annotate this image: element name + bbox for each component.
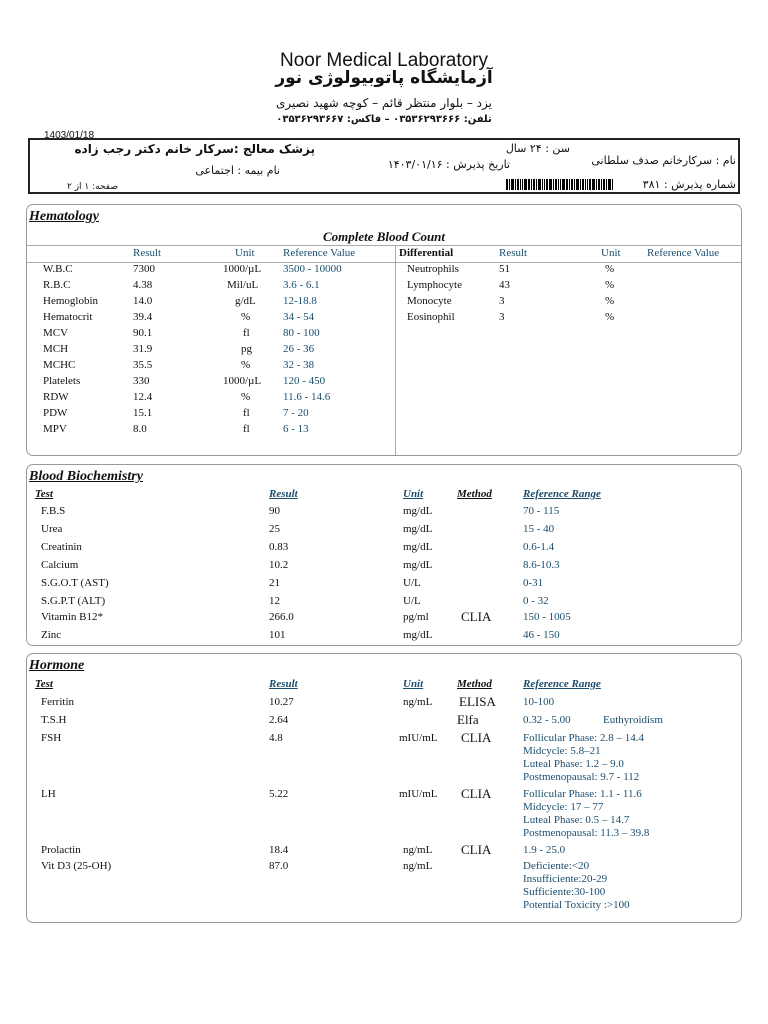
- table-row-ref: Follicular Phase: 1.1 - 11.6: [523, 788, 642, 800]
- col-header-result: Result: [269, 488, 298, 500]
- table-row-method: CLIA: [461, 786, 492, 801]
- col-header-method: Method: [457, 488, 492, 500]
- table-row-result: 8.0: [133, 423, 147, 435]
- col-header-differential: Differential: [399, 247, 454, 259]
- table-row-unit: %: [605, 279, 615, 291]
- table-row-ref: 150 - 1005: [523, 611, 571, 623]
- lab-phones: تلفن: ۰۳۵۳۶۲۹۳۶۶۶ – فاکس: ۰۳۵۳۶۲۹۳۶۶۷: [276, 114, 492, 125]
- table-row-result: 14.0: [133, 295, 153, 307]
- table-row-unit: %: [241, 359, 251, 371]
- table-row-ref: 0-31: [523, 577, 544, 589]
- table-row-test: Vit D3 (25-OH): [41, 860, 112, 872]
- col-header-diff-reference: Reference Value: [647, 247, 720, 259]
- table-row-ref: Follicular Phase: 2.8 – 14.4: [523, 732, 644, 744]
- table-row-ref: Luteal Phase: 0.5 – 14.7: [523, 814, 630, 826]
- table-row-test: RDW: [43, 391, 69, 403]
- table-row-result: 10.2: [269, 559, 289, 571]
- table-row-method: CLIA: [461, 842, 492, 857]
- hormone-title: Hormone: [29, 658, 85, 673]
- table-row-ref: Postmenopausal: 9.7 - 112: [523, 771, 640, 783]
- hematology-panel: [26, 204, 742, 456]
- table-row-test: Monocyte: [407, 295, 452, 307]
- table-row-unit: g/dL: [235, 295, 256, 307]
- table-row-result: 12: [269, 595, 280, 607]
- patient-age: سن : ۲۴ سال: [505, 142, 570, 155]
- table-row-test: MCH: [43, 343, 69, 355]
- table-row-result: 39.4: [133, 311, 153, 323]
- col-header-reference: Reference Range: [523, 488, 601, 500]
- biochemistry-panel: [26, 464, 742, 646]
- table-row-unit: mg/dL: [403, 629, 433, 641]
- table-row-unit: %: [241, 311, 251, 323]
- col-header-test: Test: [35, 678, 53, 690]
- table-row-result: 12.4: [133, 391, 153, 403]
- table-row-unit: mIU/mL: [399, 788, 438, 800]
- table-row-result: 10.27: [269, 696, 294, 708]
- col-header-diff-unit: Unit: [601, 247, 621, 259]
- table-row-unit: 1000/µL: [223, 263, 262, 275]
- table-row-unit: fl: [243, 327, 250, 339]
- table-row-result: 4.8: [269, 732, 283, 744]
- col-header-unit: Unit: [403, 488, 424, 500]
- table-row-test: W.B.C: [43, 263, 73, 275]
- table-row-ref: 7 - 20: [283, 407, 309, 419]
- table-row-method: CLIA: [461, 609, 492, 624]
- table-row-test: Prolactin: [41, 844, 81, 856]
- table-row-ref: 0 - 32: [523, 595, 549, 607]
- table-row-test: Zinc: [41, 629, 62, 641]
- lab-name-fa: آزمایشگاه پاتوبیولوژی نور: [275, 68, 493, 88]
- table-row-unit: mg/dL: [403, 523, 433, 535]
- page-number: صفحه: ۱ از ۲: [67, 182, 118, 192]
- table-row-unit: ng/mL: [403, 844, 433, 856]
- table-row-unit: %: [241, 391, 251, 403]
- table-row-result: 2.64: [269, 714, 289, 726]
- table-row-result: 43: [499, 279, 510, 291]
- table-row-unit: %: [605, 263, 615, 275]
- table-row-method: ELISA: [459, 694, 496, 709]
- table-row-unit: fl: [243, 407, 250, 419]
- table-row-ref: Luteal Phase: 1.2 – 9.0: [523, 758, 624, 770]
- table-row-ref: 12-18.8: [283, 295, 317, 307]
- table-row-result: 90.1: [133, 327, 153, 339]
- patient-info-box: [28, 138, 740, 194]
- table-row-ref: Midcycle: 17 – 77: [523, 801, 604, 813]
- header-rule: [27, 245, 741, 246]
- cbc-subtitle: Complete Blood Count: [322, 229, 446, 244]
- table-row-result: 5.22: [269, 788, 289, 800]
- table-row-ref: 6 - 13: [283, 423, 309, 435]
- patient-name: نام : سرکارخانم صدف سلطانی: [591, 154, 736, 167]
- table-row-ref: 3500 - 10000: [283, 263, 342, 275]
- table-row-ref: 0.32 - 5.00: [523, 714, 571, 726]
- table-row-ref: Sufficiente:30-100: [523, 886, 606, 898]
- table-row-unit: fl: [243, 423, 250, 435]
- table-row-method: Elfa: [457, 712, 479, 727]
- table-row-test: Vitamin B12*: [41, 611, 103, 623]
- table-row-result: 87.0: [269, 860, 289, 872]
- biochemistry-title: Blood Biochemistry: [29, 469, 143, 484]
- table-row-result: 0.83: [269, 541, 289, 553]
- table-row-ref: Postmenopausal: 11.3 – 39.8: [523, 827, 650, 839]
- table-row-result: 25: [269, 523, 280, 535]
- table-row-result: 18.4: [269, 844, 289, 856]
- table-row-test: Platelets: [43, 375, 81, 387]
- table-row-test: Calcium: [41, 559, 79, 571]
- barcode-image: [506, 179, 656, 190]
- table-row-result: 35.5: [133, 359, 153, 371]
- admission-number: شماره پذیرش : ۳۸۱: [642, 178, 736, 191]
- table-row-result: 15.1: [133, 407, 153, 419]
- col-header-reference: Reference Value: [283, 247, 356, 259]
- table-row-unit: Mil/uL: [227, 279, 259, 291]
- table-row-ref: 0.6-1.4: [523, 541, 555, 553]
- table-row-ref: 46 - 150: [523, 629, 560, 641]
- lab-name-en: Noor Medical Laboratory: [279, 50, 489, 71]
- table-row-unit: ng/mL: [403, 696, 433, 708]
- table-row-ref: 1.9 - 25.0: [523, 844, 566, 856]
- col-header-method: Method: [457, 678, 492, 690]
- table-row-result: 4.38: [133, 279, 153, 291]
- table-row-test: Hemoglobin: [43, 295, 98, 307]
- table-row-ref: 34 - 54: [283, 311, 315, 323]
- table-row-test: T.S.H: [41, 714, 67, 726]
- table-row-ref: 26 - 36: [283, 343, 315, 355]
- table-row-result: 90: [269, 505, 280, 517]
- table-row-result: 330: [133, 375, 150, 387]
- admission-date: تاریخ پذیرش : ۱۴۰۳/۰۱/۱۶: [387, 158, 510, 171]
- table-row-ref: 8.6-10.3: [523, 559, 560, 571]
- table-row-ref: 10-100: [523, 696, 555, 708]
- table-row-result: 51: [499, 263, 510, 275]
- table-row-ref: 15 - 40: [523, 523, 555, 535]
- col-header-result: Result: [133, 247, 162, 259]
- table-row-test: R.B.C: [43, 279, 71, 291]
- table-row-unit: mg/dL: [403, 559, 433, 571]
- table-row-test: S.G.O.T (AST): [41, 577, 109, 589]
- report-date: 1403/01/18: [44, 130, 95, 141]
- table-row-unit: pg/ml: [403, 611, 429, 623]
- col-header-diff-result: Result: [499, 247, 528, 259]
- table-row-unit: %: [605, 295, 615, 307]
- table-row-test: Hematocrit: [43, 311, 93, 323]
- table-row-test: Ferritin: [41, 696, 74, 708]
- table-row-test: MCV: [43, 327, 69, 339]
- lab-address: یزد – بلوار منتظر قائم – کوچه شهید نصیری: [276, 96, 492, 110]
- table-row-unit: U/L: [403, 595, 421, 607]
- table-row-ref: Deficiente:<20: [523, 860, 590, 872]
- table-row-test: Lymphocyte: [407, 279, 462, 291]
- table-row-result: 101: [269, 629, 286, 641]
- table-row-ref: Insufficiente:20-29: [523, 873, 608, 885]
- table-row-test: Eosinophil: [407, 311, 455, 323]
- table-row-ref: 11.6 - 14.6: [283, 391, 331, 403]
- table-row-result: 3: [499, 295, 505, 307]
- table-row-unit: U/L: [403, 577, 421, 589]
- table-row-unit: 1000/µL: [223, 375, 262, 387]
- table-row-test: Urea: [41, 523, 63, 535]
- table-row-result: 21: [269, 577, 280, 589]
- table-row-result: 266.0: [269, 611, 294, 623]
- table-row-ref: 3.6 - 6.1: [283, 279, 320, 291]
- table-row-result: 7300: [133, 263, 155, 275]
- table-row-unit: mg/dL: [403, 505, 433, 517]
- table-row-test: PDW: [43, 407, 68, 419]
- col-header-unit: Unit: [235, 247, 255, 259]
- table-row-test: Neutrophils: [407, 263, 459, 275]
- col-header-reference: Reference Range: [523, 678, 601, 690]
- col-header-test: Test: [35, 488, 53, 500]
- table-row-test: Creatinin: [41, 541, 82, 553]
- table-row-method: CLIA: [461, 730, 492, 745]
- table-row-ref: 80 - 100: [283, 327, 320, 339]
- table-row-test: MCHC: [43, 359, 76, 371]
- table-row-unit: ng/mL: [403, 860, 433, 872]
- table-row-unit: %: [605, 311, 615, 323]
- table-row-test: F.B.S: [41, 505, 66, 517]
- table-row-ref: Potential Toxicity :>100: [523, 899, 630, 911]
- hormone-panel: [26, 653, 742, 923]
- table-row-unit: mIU/mL: [399, 732, 438, 744]
- table-row-test: LH: [41, 788, 56, 800]
- table-row-test: MPV: [43, 423, 67, 435]
- table-row-test: S.G.P.T (ALT): [41, 595, 106, 607]
- table-row-unit: pg: [241, 343, 252, 355]
- table-row-note: Euthyroidism: [603, 714, 663, 726]
- table-row-ref: 120 - 450: [283, 375, 326, 387]
- table-row-ref: 32 - 38: [283, 359, 315, 371]
- col-header-unit: Unit: [403, 678, 424, 690]
- col-header-result: Result: [269, 678, 298, 690]
- table-row-result: 3: [499, 311, 505, 323]
- table-row-ref: Midcycle: 5.8–21: [523, 745, 601, 757]
- table-row-unit: mg/dL: [403, 541, 433, 553]
- table-row-test: FSH: [41, 732, 62, 744]
- table-row-result: 31.9: [133, 343, 153, 355]
- insurance-name: نام بیمه : اجتماعی: [195, 164, 280, 177]
- column-divider: [395, 245, 396, 455]
- table-row-ref: 70 - 115: [523, 505, 560, 517]
- doctor-name: پزشک معالج :سرکار خانم دکتر رجب زاده: [74, 142, 315, 156]
- hematology-title: Hematology: [29, 209, 99, 224]
